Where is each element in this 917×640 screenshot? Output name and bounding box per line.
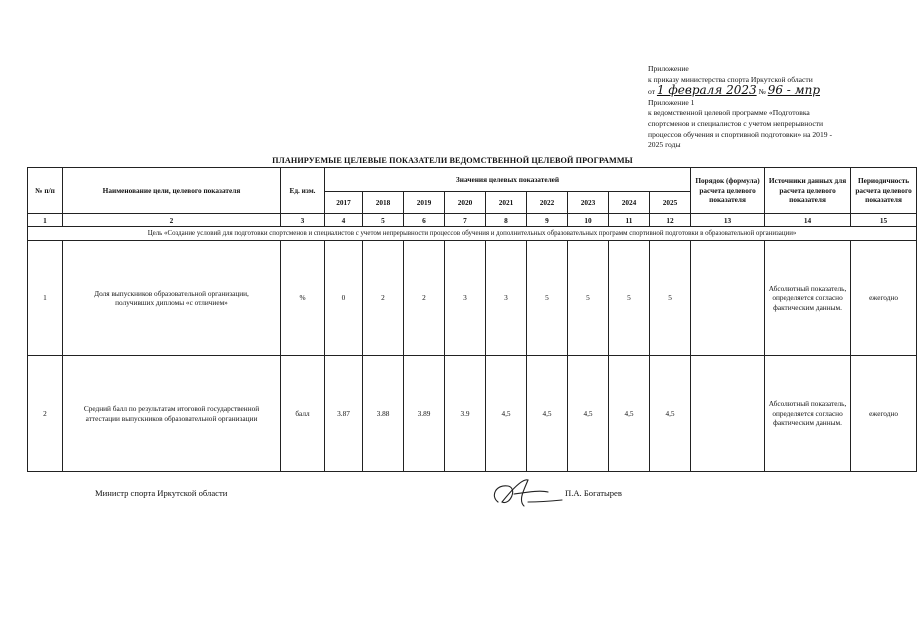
column-number: 3 (281, 214, 325, 227)
column-number: 14 (765, 214, 851, 227)
number-prefix: № (758, 87, 766, 97)
header-sources: Источники данных для расчета целевого показателя (765, 168, 851, 214)
row-unit: балл (281, 356, 325, 472)
appendix-line: 2025 годы (648, 140, 681, 150)
year-header: 2020 (445, 191, 486, 214)
row-value: 3.89 (404, 356, 445, 472)
row-value: 4,5 (527, 356, 568, 472)
column-number: 8 (486, 214, 527, 227)
column-number: 9 (527, 214, 568, 227)
table-row (28, 240, 917, 356)
row-value: 3 (445, 240, 486, 356)
column-number: 13 (691, 214, 765, 227)
row-unit: % (281, 240, 325, 356)
column-number: 7 (445, 214, 486, 227)
row-value: 5 (650, 240, 691, 356)
row-num: 2 (28, 356, 63, 472)
row-value: 0 (325, 240, 363, 356)
year-header: 2023 (568, 191, 609, 214)
year-header: 2021 (486, 191, 527, 214)
document-title: ПЛАНИРУЕМЫЕ ЦЕЛЕВЫЕ ПОКАЗАТЕЛИ ВЕДОМСТВЕННОЙ ЦЕЛЕВОЙ ПРОГРАММЫ (272, 156, 633, 165)
header-unit: Ед. изм. (281, 168, 325, 214)
appendix-line: Приложение 1 (648, 97, 695, 107)
header-num: № п/п (28, 168, 63, 214)
year-header: 2022 (527, 191, 568, 214)
header-order: Порядок (формула) расчета целевого показателя (691, 168, 765, 214)
handwritten-number: 96 - мпр (767, 83, 820, 98)
appendix-line: процессов обучения и спортивной подготовки» на 2019 - (648, 129, 832, 139)
row-value: 3.88 (363, 356, 404, 472)
row-order (691, 356, 765, 472)
year-header: 2017 (325, 191, 363, 214)
handwritten-signature (488, 472, 564, 514)
column-number: 11 (609, 214, 650, 227)
row-value: 3.87 (325, 356, 363, 472)
row-period: ежегодно (851, 240, 917, 356)
row-value: 4,5 (650, 356, 691, 472)
row-value: 5 (527, 240, 568, 356)
column-number: 15 (851, 214, 917, 227)
signatory-name: П.А. Богатырев (565, 488, 622, 498)
column-number: 12 (650, 214, 691, 227)
year-header: 2018 (363, 191, 404, 214)
indicators-table (27, 167, 917, 472)
row-value: 4,5 (609, 356, 650, 472)
row-value: 4,5 (486, 356, 527, 472)
column-number: 6 (404, 214, 445, 227)
header-values: Значения целевых показателей (325, 168, 691, 192)
date-prefix: от (648, 87, 656, 97)
row-value: 4,5 (568, 356, 609, 472)
row-value: 2 (404, 240, 445, 356)
goal-row: Цель «Создание условий для подготовки спортсменов и специалистов с учетом непрерывности процессов обучения и дополнительных образовательных программ спортивной подготовки в образовательной организации» (28, 227, 917, 240)
header-name: Наименование цели, целевого показателя (63, 168, 281, 214)
row-value: 3 (486, 240, 527, 356)
row-source: Абсолютный показатель, определяется согласно фактическим данным. (765, 240, 851, 356)
appendix-line: к приказу министерства спорта Иркутской области (648, 74, 813, 84)
column-number: 5 (363, 214, 404, 227)
signatory-position: Министр спорта Иркутской области (95, 488, 228, 498)
row-value: 3.9 (445, 356, 486, 472)
row-value: 5 (568, 240, 609, 356)
handwritten-date: 1 февраля 2023 (656, 83, 757, 98)
appendix-header (648, 64, 878, 151)
row-period: ежегодно (851, 356, 917, 472)
row-value: 2 (363, 240, 404, 356)
column-number: 10 (568, 214, 609, 227)
row-name: Средний балл по результатам итоговой государственной аттестации выпускников образовательной организации (63, 356, 281, 472)
table-row (28, 356, 917, 472)
appendix-line: к ведомственной целевой программе «Подготовка (648, 108, 810, 118)
year-header: 2025 (650, 191, 691, 214)
row-source: Абсолютный показатель, определяется согласно фактическим данным. (765, 356, 851, 472)
row-name: Доля выпускников образовательной организации, получивших дипломы «с отличием» (63, 240, 281, 356)
appendix-line: спортсменов и специалистов с учетом непрерывности (648, 118, 824, 128)
column-number: 4 (325, 214, 363, 227)
appendix-line: Приложение (648, 64, 689, 73)
row-value: 5 (609, 240, 650, 356)
year-header: 2024 (609, 191, 650, 214)
appendix-date-line (648, 85, 878, 98)
row-order (691, 240, 765, 356)
column-number: 2 (63, 214, 281, 227)
header-period: Периодичность расчета целевого показателя (851, 168, 917, 214)
column-number: 1 (28, 214, 63, 227)
row-num: 1 (28, 240, 63, 356)
year-header: 2019 (404, 191, 445, 214)
